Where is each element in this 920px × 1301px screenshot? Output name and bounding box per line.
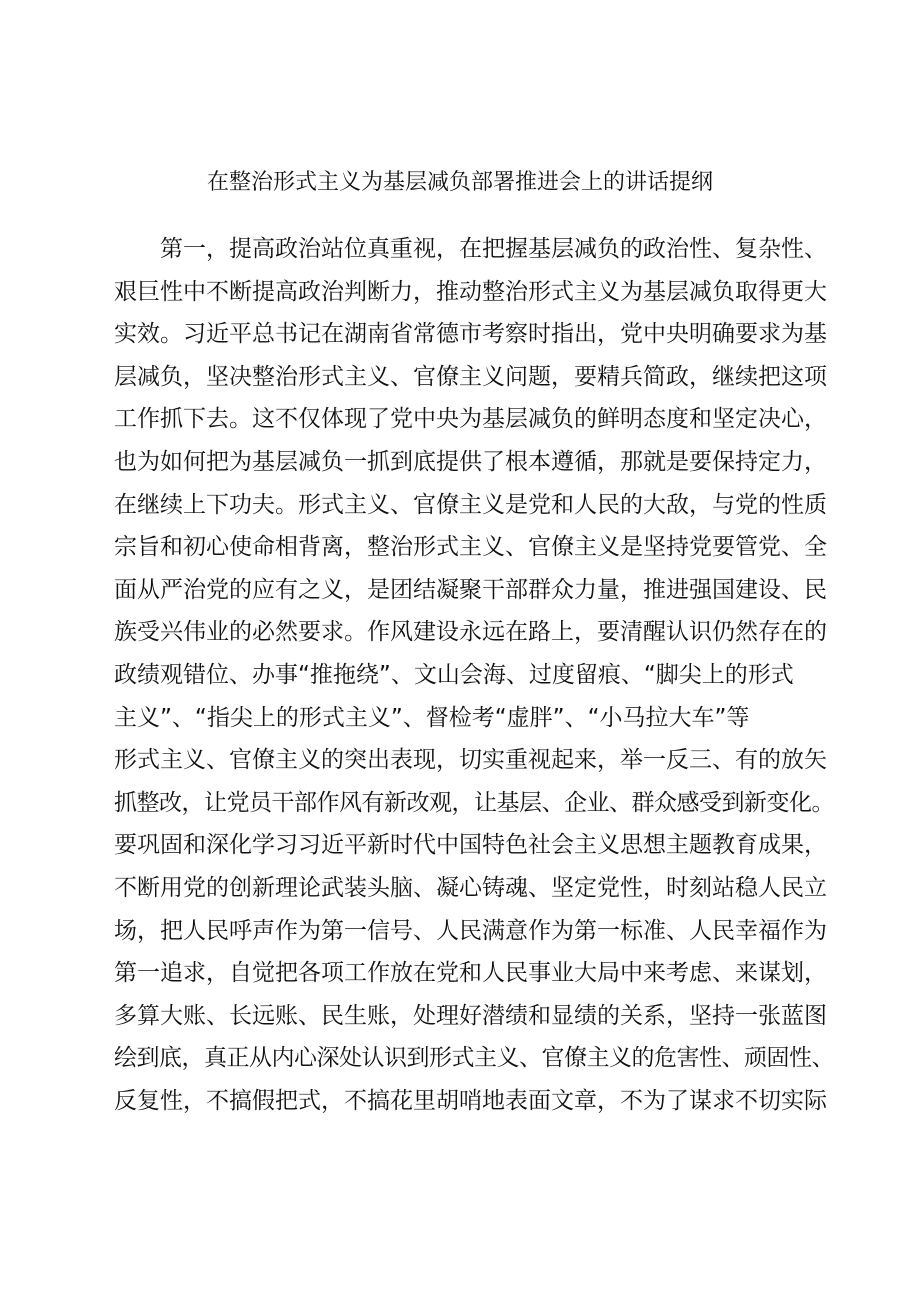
text-line: 第一追求，自觉把各项工作放在党和人民事业大局中来考虑、来谋划， [114,960,827,987]
text-line: 政绩观错位、办事“推拖绕”、文山会海、过度留痕、“脚尖上的形式 [114,661,794,688]
text-line: 层减负，坚决整治形式主义、官僚主义问题，要精兵简政，继续把这项 [114,363,827,390]
body-paragraph [114,228,834,1122]
text-line: 实效。习近平总书记在湖南省常德市考察时指出，党中央明确要求为基 [114,321,827,348]
text-line: 要巩固和深化学习习近平新时代中国特色社会主义思想主题教育成果， [114,832,827,859]
text-line: 在继续上下功夫。形式主义、官僚主义是党和人民的大敌，与党的性质 [114,491,827,518]
text-line: 宗旨和初心使命相背离，整治形式主义、官僚主义是坚持党要管党、全 [114,534,827,561]
text-line: 绘到底，真正从内心深处认识到形式主义、官僚主义的危害性、顽固性、 [114,1045,834,1072]
text-line: 不断用党的创新理论武装头脑、凝心铸魂、坚定党性，时刻站稳人民立 [114,874,827,901]
text-line: 场，把人民呼声作为第一信号、人民满意作为第一标准、人民幸福作为 [114,917,827,944]
text-line: 主义”、“指尖上的形式主义”、督检考“虚胖”、“小马拉大车”等 [114,704,750,731]
text-line: 第一，提高政治站位真重视，在把握基层减负的政治性、复杂性、 [114,236,827,262]
text-line: 族受兴伟业的必然要求。作风建设永远在路上，要清醒认识仍然存在的 [114,619,827,646]
text-line: 抓整改，让党员干部作风有新改观，让基层、企业、群众感受到新变化。 [114,789,834,816]
text-line: 反复性，不搞假把式，不搞花里胡哨地表面文章，不为了谋求不切实际 [114,1087,827,1114]
text-line: 形式主义、官僚主义的突出表现，切实重视起来，举一反三、有的放矢 [114,747,827,774]
text-line: 工作抓下去。这不仅体现了党中央为基层减负的鲜明态度和坚定决心， [114,406,827,433]
document-title: 在整治形式主义为基层减负部署推进会上的讲话提纲 [206,170,713,195]
text-line: 艰巨性中不断提高政治判断力，推动整治形式主义为基层减负取得更大 [114,278,827,305]
text-line: 多算大账、长远账、民生账，处理好潜绩和显绩的关系，坚持一张蓝图 [114,1002,827,1029]
text-line: 也为如何把为基层减负一抓到底提供了根本遵循，那就是要保持定力， [114,448,827,475]
text-line: 面从严治党的应有之义，是团结凝聚干部群众力量，推进强国建设、民 [114,576,827,603]
